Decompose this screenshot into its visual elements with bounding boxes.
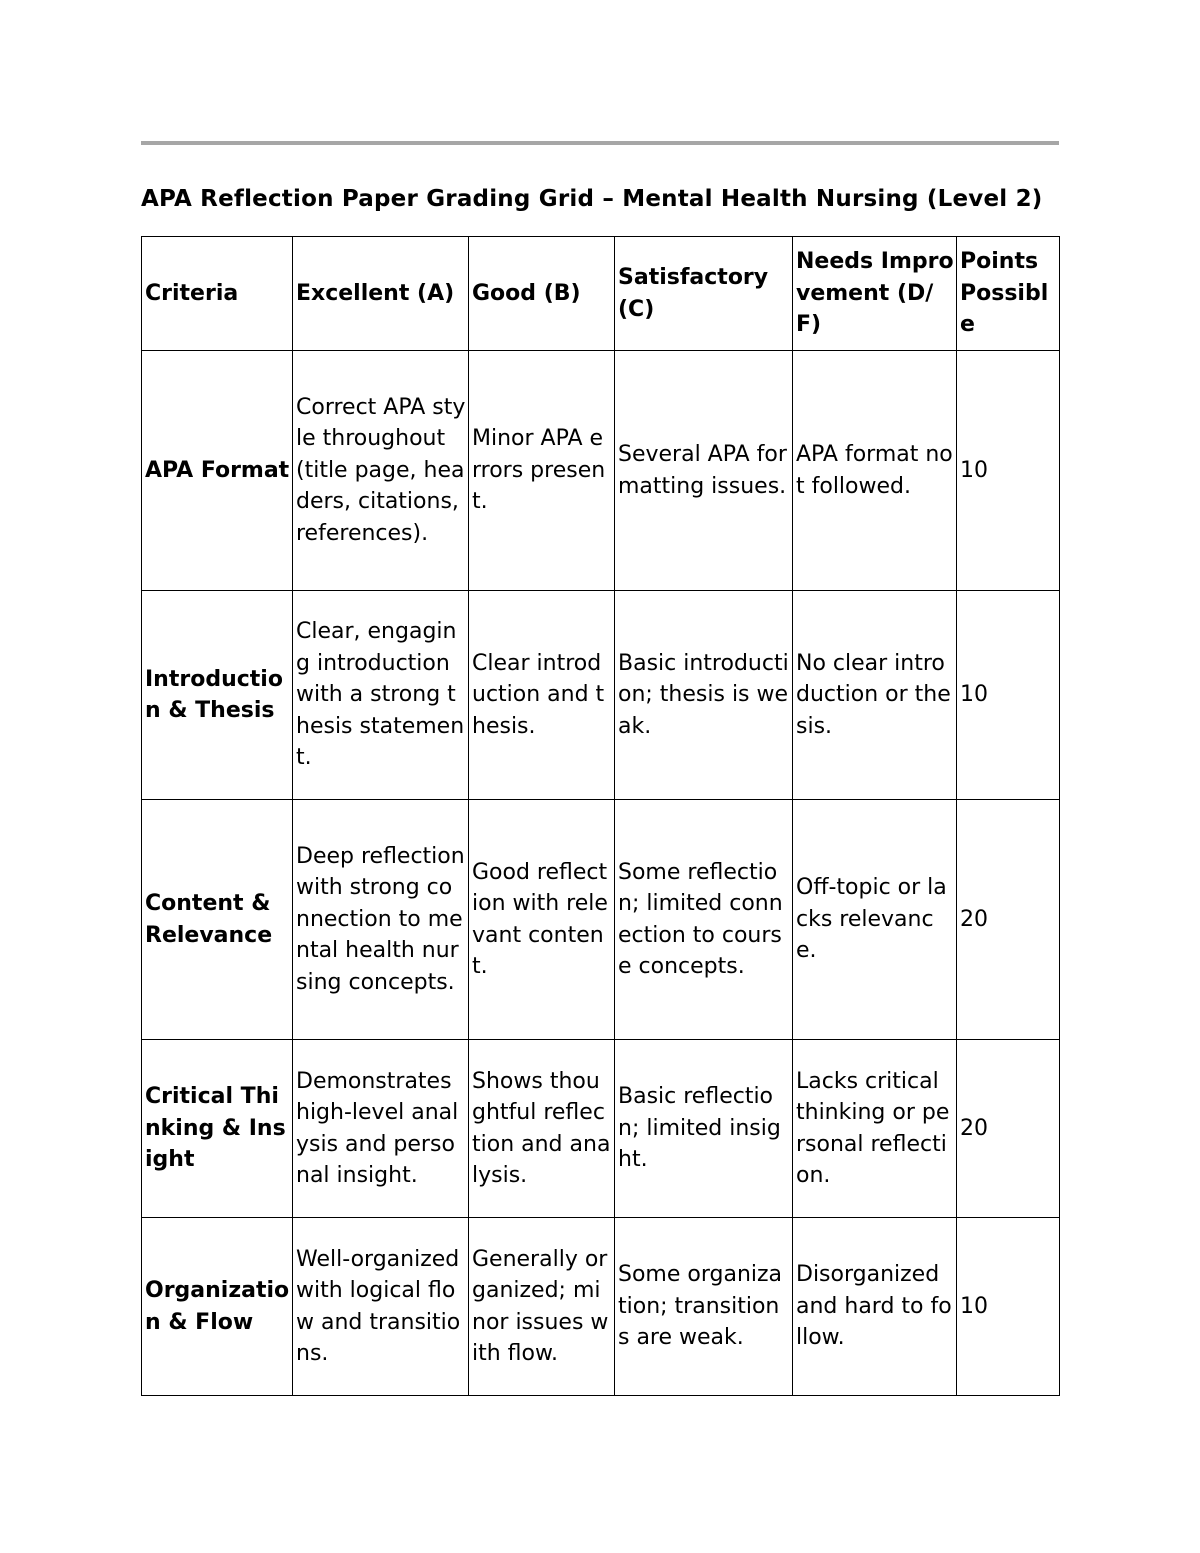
page-title: APA Reflection Paper Grading Grid – Mental Health Nursing (Level 2) [141, 186, 1043, 212]
header-points-possible: Points Possible [957, 237, 1060, 351]
header-good: Good (B) [469, 237, 615, 351]
excellent-cell: Demonstrates high-level analysis and personal insight. [293, 1040, 469, 1218]
criteria-cell: Organization & Flow [142, 1218, 293, 1396]
satisfactory-cell: Some reflection; limited connection to course concepts. [615, 800, 793, 1040]
good-cell: Shows thoughtful reflection and analysis. [469, 1040, 615, 1218]
header-excellent: Excellent (A) [293, 237, 469, 351]
needs-improvement-cell: Lacks critical thinking or personal reflection. [793, 1040, 957, 1218]
excellent-cell: Deep reflection with strong connection to mental health nursing concepts. [293, 800, 469, 1040]
header-satisfactory: Satisfactory (C) [615, 237, 793, 351]
table-row [142, 1218, 1060, 1396]
table-row [142, 800, 1060, 1040]
satisfactory-cell: Several APA formatting issues. [615, 351, 793, 591]
points-cell: 20 [957, 800, 1060, 1040]
grading-table [141, 236, 1060, 1396]
points-cell: 20 [957, 1040, 1060, 1218]
points-cell: 10 [957, 1218, 1060, 1396]
needs-improvement-cell: APA format not followed. [793, 351, 957, 591]
criteria-cell: Introduction & Thesis [142, 591, 293, 800]
needs-improvement-cell: Disorganized and hard to follow. [793, 1218, 957, 1396]
good-cell: Clear introduction and thesis. [469, 591, 615, 800]
header-criteria: Criteria [142, 237, 293, 351]
points-cell: 10 [957, 351, 1060, 591]
table-header-row [142, 237, 1060, 351]
table-row [142, 1040, 1060, 1218]
needs-improvement-cell: Off-topic or lacks relevance. [793, 800, 957, 1040]
table-row [142, 351, 1060, 591]
satisfactory-cell: Basic reflection; limited insight. [615, 1040, 793, 1218]
excellent-cell: Clear, engaging introduction with a strong thesis statement. [293, 591, 469, 800]
criteria-cell: Content & Relevance [142, 800, 293, 1040]
top-divider [141, 141, 1059, 145]
good-cell: Generally organized; minor issues with flow. [469, 1218, 615, 1396]
good-cell: Minor APA errors present. [469, 351, 615, 591]
excellent-cell: Well-organized with logical flow and transitions. [293, 1218, 469, 1396]
good-cell: Good reflection with relevant content. [469, 800, 615, 1040]
needs-improvement-cell: No clear introduction or thesis. [793, 591, 957, 800]
satisfactory-cell: Basic introduction; thesis is weak. [615, 591, 793, 800]
criteria-cell: APA Format [142, 351, 293, 591]
header-needs-improvement: Needs Improvement (D/F) [793, 237, 957, 351]
criteria-cell: Critical Thinking & Insight [142, 1040, 293, 1218]
points-cell: 10 [957, 591, 1060, 800]
satisfactory-cell: Some organization; transitions are weak. [615, 1218, 793, 1396]
table-row [142, 591, 1060, 800]
excellent-cell: Correct APA style throughout (title page, headers, citations, references). [293, 351, 469, 591]
